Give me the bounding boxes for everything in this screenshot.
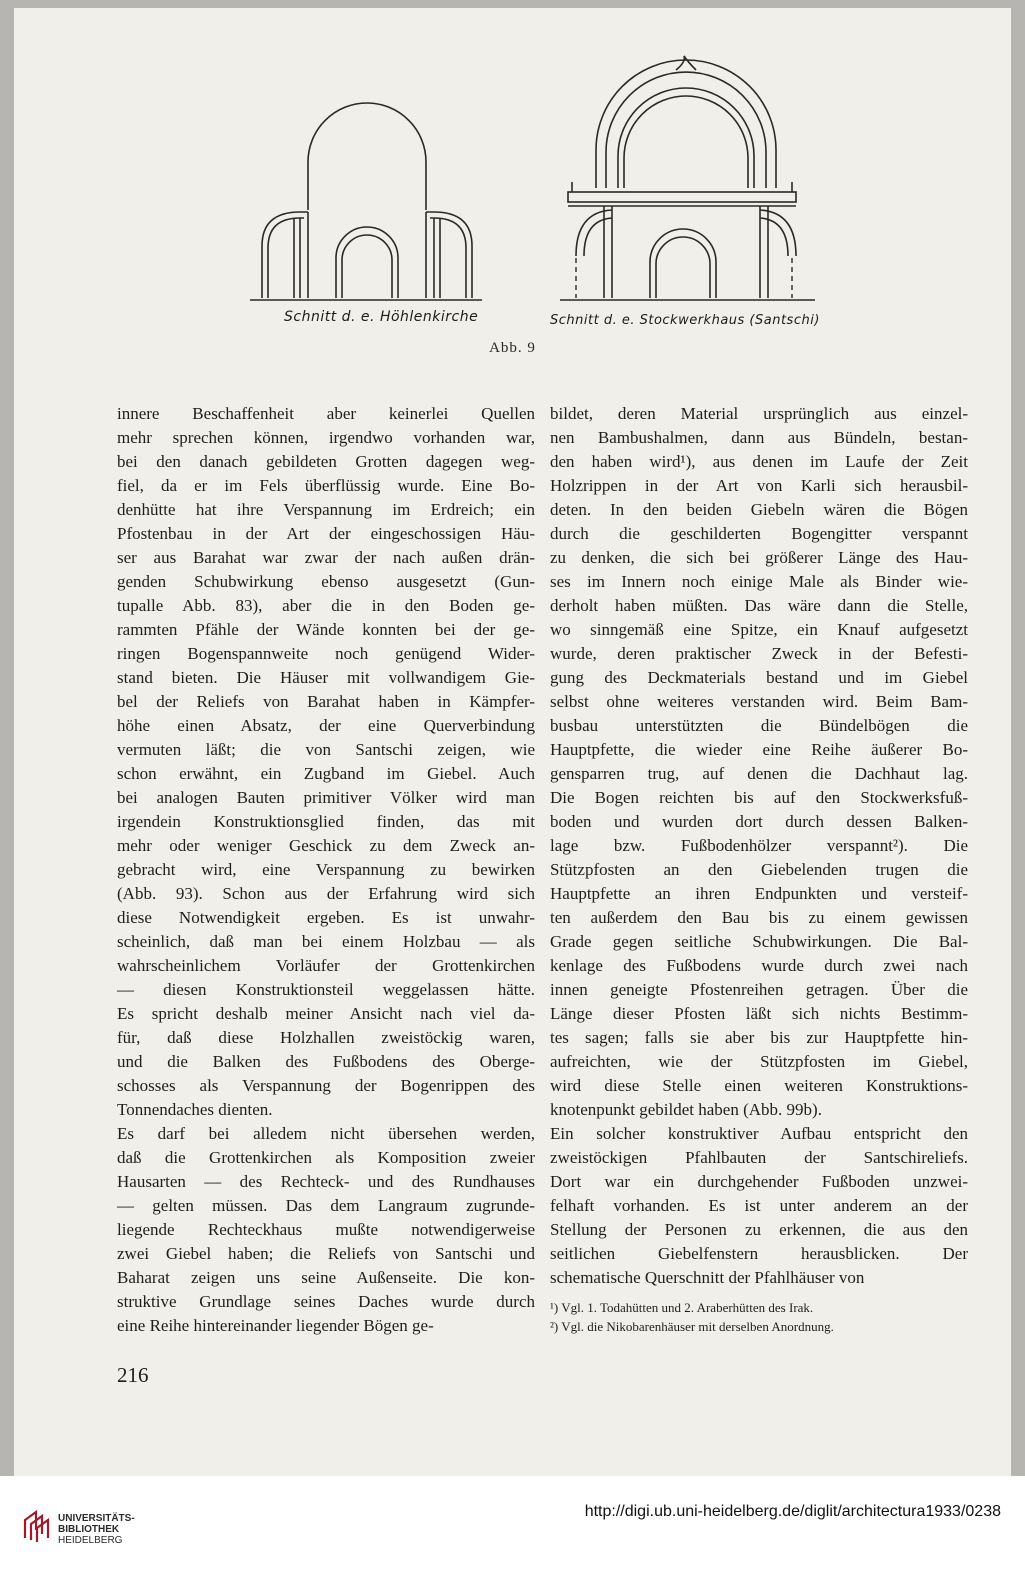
library-name bbox=[58, 1513, 135, 1546]
text-line: Es spricht deshalb meiner Ansicht nach viel da- bbox=[117, 1004, 535, 1023]
text-line: — diesen Konstruktionsteil weggelassen hätte. bbox=[117, 980, 535, 999]
text-line: lage bzw. Fußbodenhölzer verspannt²). Die bbox=[550, 836, 968, 855]
text-line: gebracht wird, eine Verspannung zu bewirken bbox=[117, 860, 535, 879]
text-line: fiel, da er im Fels überflüssig wurde. Eine Bo- bbox=[117, 476, 535, 495]
text-line: Tonnendaches dienten. bbox=[117, 1100, 273, 1119]
text-line: gung des Deckmaterials bestand und im Giebel bbox=[550, 668, 968, 687]
text-line: derholt haben müßten. Das wäre dann die Stelle, bbox=[550, 596, 968, 615]
text-line: gensparren trug, auf denen die Dachhaut lag. bbox=[550, 764, 968, 783]
text-line: schematische Querschnitt der Pfahlhäuser von bbox=[550, 1268, 865, 1287]
figure-label-left: Schnitt d. e. Höhlenkirche bbox=[284, 309, 479, 325]
text-line: vermuten läßt; die von Santschi zeigen, wie bbox=[117, 740, 535, 759]
text-line: und die Balken des Fußbodens des Oberge- bbox=[117, 1052, 535, 1071]
library-logo-icon bbox=[22, 1508, 52, 1542]
text-line: bei den danach gebildeten Grotten dagegen weg- bbox=[117, 452, 535, 471]
figure-caption: Abb. 9 bbox=[489, 340, 536, 356]
text-line: Holzrippen in der Art von Karli sich herausbil- bbox=[550, 476, 968, 495]
text-line: Pfostenbau in der Art der eingeschossigen Häu- bbox=[117, 524, 535, 543]
text-line: felhaft vorhanden. Es ist unter anderem an der bbox=[550, 1196, 968, 1215]
text-line: selbst ohne weiteres verstanden wird. Beim Bam- bbox=[550, 692, 968, 711]
text-line: ringen Bogenspannweite noch genügend Wider- bbox=[117, 644, 535, 663]
page-number: 216 bbox=[117, 1363, 149, 1387]
text-line: kenlage des Fußbodens wurde durch zwei nach bbox=[550, 956, 968, 975]
text-line: mehr oder weniger Geschick zu dem Zweck an- bbox=[117, 836, 535, 855]
text-line: Es darf bei alledem nicht übersehen werden, bbox=[117, 1124, 535, 1143]
text-line: schon erwähnt, ein Zugband im Giebel. Auch bbox=[117, 764, 535, 783]
text-line: — gelten müssen. Das dem Langraum zugrunde- bbox=[117, 1196, 535, 1215]
text-line: durch die geschilderten Bogengitter verspannt bbox=[550, 524, 968, 543]
text-line: tes sagen; falls sie aber bis zur Hauptpfette hin- bbox=[550, 1028, 968, 1047]
text-line: daß die Grottenkirchen als Komposition zweier bbox=[117, 1148, 535, 1167]
text-line: Dort war ein durchgehender Fußboden unzwei- bbox=[550, 1172, 968, 1191]
right-text-column bbox=[550, 402, 968, 1290]
text-line: busbau unterstützten die Bündelbögen die bbox=[550, 716, 968, 735]
text-line: aufreichten, wie der Stützpfosten im Giebel, bbox=[550, 1052, 968, 1071]
library-name-line3: HEIDELBERG bbox=[58, 1535, 123, 1546]
text-line: eine Reihe hintereinander liegender Bögen ge- bbox=[117, 1316, 434, 1335]
text-line: für, daß diese Holzhallen zweistöckig waren, bbox=[117, 1028, 535, 1047]
text-line: Grade gegen seitliche Schubwirkungen. Die Bal- bbox=[550, 932, 968, 951]
text-line: innere Beschaffenheit aber keinerlei Quellen bbox=[117, 404, 535, 423]
text-line: zwei Giebel haben; die Reliefs von Santschi und bbox=[117, 1244, 535, 1263]
text-line: genden Schubwirkung ebenso ausgesetzt (Gun- bbox=[117, 572, 535, 591]
text-line: denhütte hat ihre Verspannung im Erdreich; ein bbox=[117, 500, 535, 519]
text-line: wird diese Stelle einen weiteren Konstruktions- bbox=[550, 1076, 968, 1095]
text-line: Länge dieser Pfosten läßt sich nichts Bestimm- bbox=[550, 1004, 968, 1023]
text-line: bei analogen Bauten primitiver Völker wird man bbox=[117, 788, 535, 807]
figure-sections-drawing bbox=[0, 0, 1025, 340]
text-line: Hauptpfette, die wieder eine Reihe äußerer Bo- bbox=[550, 740, 968, 759]
text-line: wo sinngemäß eine Spitze, ein Knauf aufgesetzt bbox=[550, 620, 968, 639]
text-line: bel der Reliefs von Barahat haben in Kämpfer- bbox=[117, 692, 535, 711]
text-line: Hausarten — des Rechteck- und des Rundhauses bbox=[117, 1172, 535, 1191]
text-line: tupalle Abb. 83), aber die in den Boden ge- bbox=[117, 596, 535, 615]
text-line: wurde, deren praktischer Zweck in der Befesti- bbox=[550, 644, 968, 663]
text-line: deten. In den beiden Giebeln wären die Bögen bbox=[550, 500, 968, 519]
library-footer-bar bbox=[0, 1476, 1025, 1577]
text-line: scheinlich, daß man bei einem Holzbau — als bbox=[117, 932, 535, 951]
text-line: Stellung der Personen zu erkennen, die aus den bbox=[550, 1220, 968, 1239]
text-line: Ein solcher konstruktiver Aufbau entspricht den bbox=[550, 1124, 968, 1143]
text-line: boden und wurden dort durch dessen Balken- bbox=[550, 812, 968, 831]
text-line: knotenpunkt gebildet haben (Abb. 99b). bbox=[550, 1100, 822, 1119]
text-line: nen Bambushalmen, dann aus Bündeln, bestan- bbox=[550, 428, 968, 447]
text-line: ten außerdem den Bau bis zu einem gewissen bbox=[550, 908, 968, 927]
text-line: stand bieten. Die Häuser mit vollwandigem Gie- bbox=[117, 668, 535, 687]
text-line: zweistöckigen Pfahlbauten der Santschireliefs. bbox=[550, 1148, 968, 1167]
source-url[interactable]: http://digi.ub.uni-heidelberg.de/diglit/architectura1933/0238 bbox=[584, 1503, 1001, 1520]
text-line: ser aus Barahat war zwar der nach außen drän- bbox=[117, 548, 535, 567]
footnotes bbox=[550, 1298, 968, 1336]
text-line: Baharat zeigen uns seine Außenseite. Die kon- bbox=[117, 1268, 535, 1287]
text-line: Die Bogen reichten bis auf den Stockwerksfuß- bbox=[550, 788, 968, 807]
text-line: irgendein Konstruktionsglied finden, das mit bbox=[117, 812, 535, 831]
footnote: ²) Vgl. die Nikobarenhäuser mit derselben Anordnung. bbox=[550, 1319, 834, 1334]
text-line: ses im Innern noch einige Male als Binder wie- bbox=[550, 572, 968, 591]
text-line: schosses als Verspannung der Bogenrippen des bbox=[117, 1076, 535, 1095]
text-line: struktive Grundlage seines Daches wurde durch bbox=[117, 1292, 535, 1311]
text-line: rammten Pfähle der Wände konnten bei der ge- bbox=[117, 620, 535, 639]
text-line: zu denken, die sich bei größerer Länge des Hau- bbox=[550, 548, 968, 567]
text-line: mehr sprechen können, irgendwo vorhanden war, bbox=[117, 428, 535, 447]
left-text-column bbox=[117, 402, 535, 1338]
footnote: ¹) Vgl. 1. Todahütten und 2. Araberhütten des Irak. bbox=[550, 1300, 814, 1315]
text-line: wahrscheinlichem Vorläufer der Grottenkirchen bbox=[117, 956, 535, 975]
text-line: Hauptpfette an ihren Endpunkten und versteif- bbox=[550, 884, 968, 903]
text-line: (Abb. 93). Schon aus der Erfahrung wird sich bbox=[117, 884, 535, 903]
text-line: innen geneigte Pfostenreihen getragen. Über die bbox=[550, 980, 968, 999]
library-name-line2: BIBLIOTHEK bbox=[58, 1524, 120, 1535]
text-line: bildet, deren Material ursprünglich aus einzel- bbox=[550, 404, 968, 423]
text-line: Stützpfosten an den Giebelenden trugen die bbox=[550, 860, 968, 879]
text-line: liegende Rechteckhaus mußte notwendigerweise bbox=[117, 1220, 535, 1239]
text-line: diese Notwendigkeit ergeben. Es ist unwahr- bbox=[117, 908, 535, 927]
text-line: den haben wird¹), aus denen im Laufe der Zeit bbox=[550, 452, 968, 471]
library-name-line1: UNIVERSITÄTS- bbox=[58, 1513, 135, 1524]
text-line: höhe einen Absatz, der eine Querverbindung bbox=[117, 716, 535, 735]
text-line: seitlichen Giebelfenstern herausblicken. Der bbox=[550, 1244, 968, 1263]
figure-label-right: Schnitt d. e. Stockwerkhaus (Santschi) bbox=[550, 313, 820, 328]
